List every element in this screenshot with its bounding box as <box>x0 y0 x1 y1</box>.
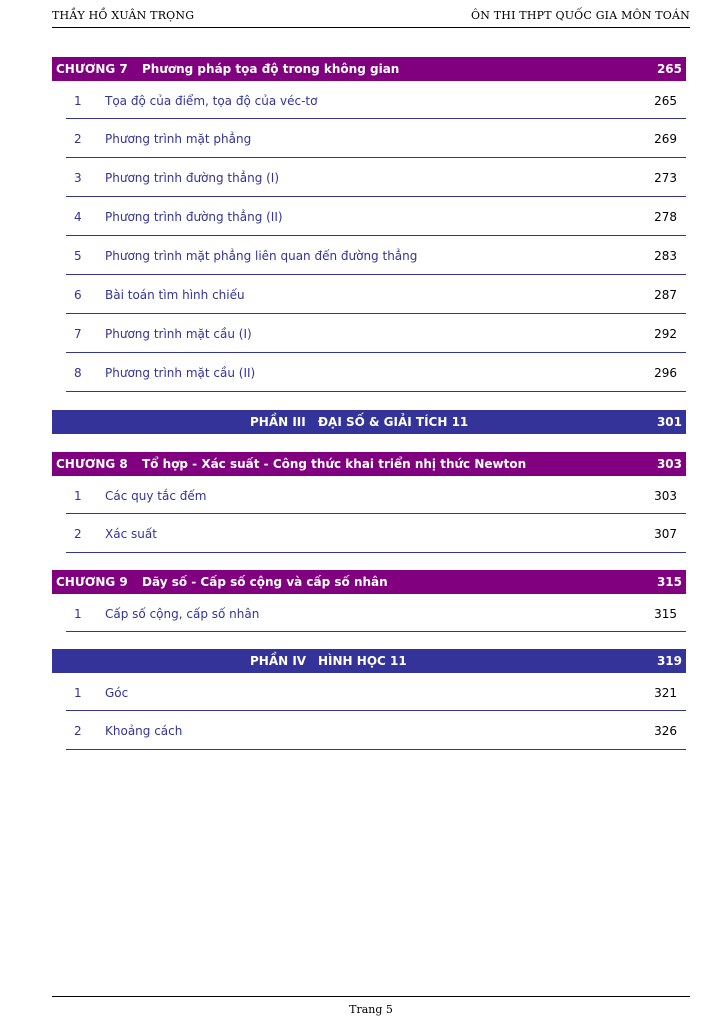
chapter-page: 303 <box>656 457 682 471</box>
part-label: PHẦN IV <box>250 654 307 668</box>
entry-title: Phương trình mặt cầu (II) <box>105 366 256 380</box>
entry-page: 287 <box>654 288 677 302</box>
entry-number: 7 <box>74 327 82 341</box>
entry-page: 283 <box>654 249 677 263</box>
toc-entry[interactable] <box>66 197 686 236</box>
entry-title: Phương trình mặt phẳng <box>105 132 252 146</box>
chapter-7-heading[interactable] <box>52 57 686 81</box>
entry-title: Xác suất <box>105 527 157 541</box>
entry-page: 278 <box>654 210 677 224</box>
entry-page: 296 <box>654 366 677 380</box>
entry-number: 6 <box>74 288 82 302</box>
part-page: 301 <box>656 415 682 429</box>
entry-page: 321 <box>654 686 677 700</box>
chapter-title: Phương pháp tọa độ trong không gian <box>142 62 400 76</box>
entry-page: 269 <box>654 132 677 146</box>
entry-page: 265 <box>654 94 677 108</box>
entry-number: 1 <box>74 94 82 108</box>
entry-title: Phương trình đường thẳng (I) <box>105 171 280 185</box>
toc-entry[interactable] <box>66 476 686 514</box>
part-3-heading[interactable] <box>52 410 686 434</box>
part-title: ĐẠI SỐ & GIẢI TÍCH 11 <box>318 415 469 429</box>
header-author: THẦY HỒ XUÂN TRỌNG <box>52 9 195 22</box>
part-4-items <box>52 673 686 750</box>
chapter-number: CHƯƠNG 7 <box>56 62 128 76</box>
page-number: Trang 5 <box>349 1003 393 1016</box>
chapter-page: 265 <box>656 62 682 76</box>
entry-number: 8 <box>74 366 82 380</box>
chapter-9-heading[interactable] <box>52 570 686 594</box>
table-of-contents <box>52 57 686 750</box>
entry-title: Cấp số cộng, cấp số nhân <box>105 607 260 621</box>
entry-number: 4 <box>74 210 82 224</box>
entry-number: 2 <box>74 527 82 541</box>
entry-page: 315 <box>654 607 677 621</box>
entry-title: Góc <box>105 686 129 700</box>
toc-entry[interactable] <box>66 158 686 197</box>
header-course: ÔN THI THPT QUỐC GIA MÔN TOÁN <box>471 9 690 22</box>
toc-entry[interactable] <box>66 275 686 314</box>
page-footer <box>52 996 690 1017</box>
entry-number: 1 <box>74 686 82 700</box>
entry-title: Khoảng cách <box>105 724 183 738</box>
chapter-page: 315 <box>656 575 682 589</box>
entry-number: 2 <box>74 132 82 146</box>
toc-entry[interactable] <box>66 81 686 119</box>
toc-entry[interactable] <box>66 119 686 158</box>
entry-number: 2 <box>74 724 82 738</box>
entry-number: 5 <box>74 249 82 263</box>
entry-title: Tọa độ của điểm, tọa độ của véc-tơ <box>105 94 318 108</box>
entry-page: 326 <box>654 724 677 738</box>
part-4-heading[interactable] <box>52 649 686 673</box>
entry-title: Phương trình đường thẳng (II) <box>105 210 283 224</box>
part-page: 319 <box>656 654 682 668</box>
entry-page: 303 <box>654 489 677 503</box>
chapter-number: CHƯƠNG 8 <box>56 457 128 471</box>
entry-page: 292 <box>654 327 677 341</box>
toc-entry[interactable] <box>66 353 686 392</box>
toc-entry[interactable] <box>66 514 686 553</box>
chapter-title: Tổ hợp - Xác suất - Công thức khai triển nhị thức Newton <box>142 457 527 471</box>
chapter-8-heading[interactable] <box>52 452 686 476</box>
entry-title: Phương trình mặt phẳng liên quan đến đường thẳng <box>105 249 418 263</box>
entry-title: Các quy tắc đếm <box>105 489 207 503</box>
chapter-7-items <box>52 81 686 392</box>
toc-entry[interactable] <box>66 236 686 275</box>
entry-number: 1 <box>74 489 82 503</box>
part-title: HÌNH HỌC 11 <box>318 654 407 668</box>
toc-entry[interactable] <box>66 711 686 750</box>
entry-page: 273 <box>654 171 677 185</box>
chapter-title: Dãy số - Cấp số cộng và cấp số nhân <box>142 575 388 589</box>
chapter-8-items <box>52 476 686 553</box>
part-label: PHẦN III <box>250 415 306 429</box>
entry-number: 3 <box>74 171 82 185</box>
page-header <box>52 9 690 28</box>
toc-entry[interactable] <box>66 673 686 711</box>
entry-title: Phương trình mặt cầu (I) <box>105 327 252 341</box>
entry-title: Bài toán tìm hình chiếu <box>105 288 245 302</box>
chapter-number: CHƯƠNG 9 <box>56 575 128 589</box>
entry-page: 307 <box>654 527 677 541</box>
entry-number: 1 <box>74 607 82 621</box>
toc-entry[interactable] <box>66 594 686 632</box>
toc-entry[interactable] <box>66 314 686 353</box>
chapter-9-items <box>52 594 686 632</box>
